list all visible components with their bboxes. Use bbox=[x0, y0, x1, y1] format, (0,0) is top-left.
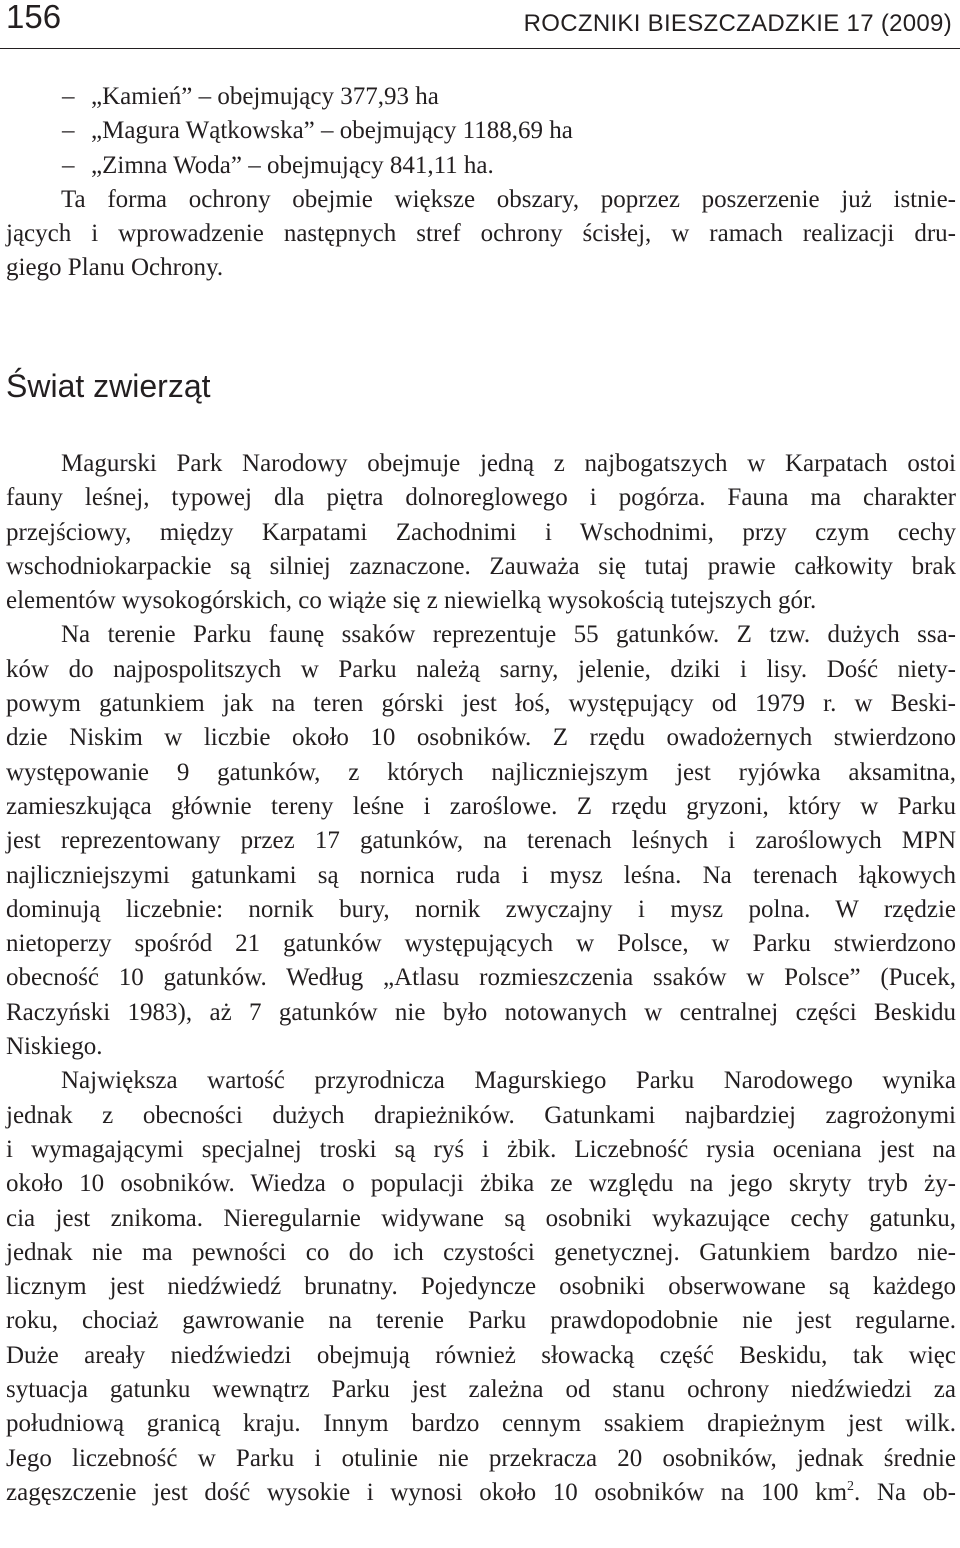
text-line: dzie Niskim w liczbie około 10 osobników. Z rzędu owadożernych stwierdzono bbox=[6, 724, 956, 752]
superscript: 2 bbox=[847, 1478, 855, 1494]
header-rule bbox=[0, 48, 960, 49]
text-line: około 10 osobników. Wiedza o populacji żbika ze względu na jego skryty tryb ży- bbox=[6, 1170, 956, 1198]
text-line: Magurski Park Narodowy obejmuje jedną z najbogatszych w Karpatach ostoi bbox=[61, 450, 956, 477]
text-line: fauny leśnej, typowej dla piętra dolnoreglowego i pogórza. Fauna ma charakter bbox=[6, 484, 956, 512]
dash-marker: – bbox=[62, 151, 75, 179]
text-line: Jego liczebność w Parku i otulinie nie przekracza 20 osobników, jednak średnie bbox=[6, 1444, 956, 1472]
text-line: Raczyński 1983), aż 7 gatunków nie było notowanych w centralnej części Beskidu bbox=[6, 998, 956, 1026]
list-item-text: „Kamień” – obejmujący 377,93 ha bbox=[91, 83, 439, 110]
list-item bbox=[6, 80, 956, 114]
dash-list bbox=[6, 80, 956, 286]
dash-marker: – bbox=[62, 83, 75, 110]
text-line: Niskiego. bbox=[6, 1033, 103, 1061]
text-line: występowanie 9 gatunków, z których najliczniejszym jest ryjówka aksamitna, bbox=[6, 758, 956, 786]
page-number: 156 bbox=[6, 0, 62, 35]
text-line: przejściowy, między Karpatami Zachodnimi i Wschodnimi, przy czym cechy bbox=[6, 518, 956, 546]
text-line: giego Planu Ochrony. bbox=[6, 254, 224, 282]
text-line: południową granicą kraju. Innym bardzo cennym ssakiem drapieżnym jest wilk. bbox=[6, 1410, 956, 1438]
text-line: elementów wysokogórskich, co wiąże się z niewielką wysokością tutejszych gór. bbox=[6, 587, 817, 615]
text-line: zamieszkująca głównie tereny leśne i zaroślowe. Z rzędu gryzoni, który w Parku bbox=[6, 792, 956, 820]
section-body bbox=[6, 447, 956, 1510]
text-line: roku, chociaż gawrowanie na terenie Parku prawdopodobnie nie jest regularne. bbox=[6, 1307, 956, 1335]
text-line: jednak z obecności dużych drapieżników. Gatunkami najbardziej zagrożonymi bbox=[6, 1101, 956, 1129]
text-line: Ta forma ochrony obejmie większe obszary, poprzez poszerzenie już istnie- bbox=[61, 185, 956, 213]
text-line: cia jest znikoma. Nieregularnie widywane są osobniki wykazujące cechy gatunku, bbox=[6, 1204, 956, 1232]
text-line: Na terenie Parku faunę ssaków reprezentuje 55 gatunków. Z tzw. dużych ssa- bbox=[61, 621, 956, 649]
dash-marker: – bbox=[62, 117, 75, 145]
text-line: Największa wartość przyrodnicza Magurskiego Parku Narodowego wynika bbox=[61, 1067, 956, 1095]
list-item-text: „Zimna Woda” – obejmujący 841,11 ha. bbox=[91, 151, 494, 179]
text-line: licznym jest niedźwiedź brunatny. Pojedyncze osobniki obserwowane są każdego bbox=[6, 1273, 956, 1301]
text-line: jednak nie ma pewności co do ich czystości genetycznej. Gatunkiem bardzo nie- bbox=[6, 1238, 956, 1266]
last-line-text: zagęszczenie jest dość wysokie i wynosi około 10 osobników na 100 km bbox=[6, 1478, 848, 1506]
text-line: wschodniokarpackie są silniej zaznaczone. Zauważa się tutaj prawie całkowity brak bbox=[6, 552, 956, 580]
list-item bbox=[6, 114, 956, 148]
text-line: sytuacja gatunku wewnątrz Parku jest zależna od stanu ochrony niedźwiedzi za bbox=[6, 1376, 956, 1404]
text-line bbox=[6, 1476, 956, 1510]
text-line: i wymagającymi specjalnej troski są ryś i żbik. Liczebność rysia oceniana jest na bbox=[6, 1135, 956, 1163]
last-line-tail: . Na ob- bbox=[854, 1478, 956, 1506]
text-line: jących i wprowadzenie następnych stref ochrony ścisłej, w ramach realizacji dru- bbox=[6, 220, 956, 248]
text-line: obecność 10 gatunków. Według „Atlasu rozmieszczenia ssaków w Polsce” (Pucek, bbox=[6, 964, 956, 992]
list-item bbox=[6, 149, 956, 183]
list-item-text: „Magura Wątkowska” – obejmujący 1188,69 ha bbox=[91, 117, 573, 145]
text-line: najliczniejszymi gatunkami są nornica ruda i mysz leśna. Na terenach łąkowych bbox=[6, 861, 956, 889]
text-line: ków do najpospolitszych w Parku należą sarny, jelenie, dziki i lisy. Dość niety- bbox=[6, 655, 956, 683]
text-line: powym gatunkiem jak na teren górski jest łoś, występujący od 1979 r. w Beski- bbox=[6, 690, 956, 718]
text-line: Duże areały niedźwiedzi obejmują również słowacką część Beskidu, tak więc bbox=[6, 1341, 956, 1369]
running-head: ROCZNIKI BIESZCZADZKIE 17 (2009) bbox=[523, 10, 952, 37]
text-line: dominują liczebnie: nornik bury, nornik zwyczajny i mysz polna. W rzędzie bbox=[6, 895, 956, 923]
text-line: jest reprezentowany przez 17 gatunków, na terenach leśnych i zaroślowych MPN bbox=[6, 827, 956, 855]
section-title: Świat zwierząt bbox=[6, 368, 211, 404]
text-line: nietoperzy spośród 21 gatunków występujących w Polsce, w Parku stwierdzono bbox=[6, 930, 956, 958]
